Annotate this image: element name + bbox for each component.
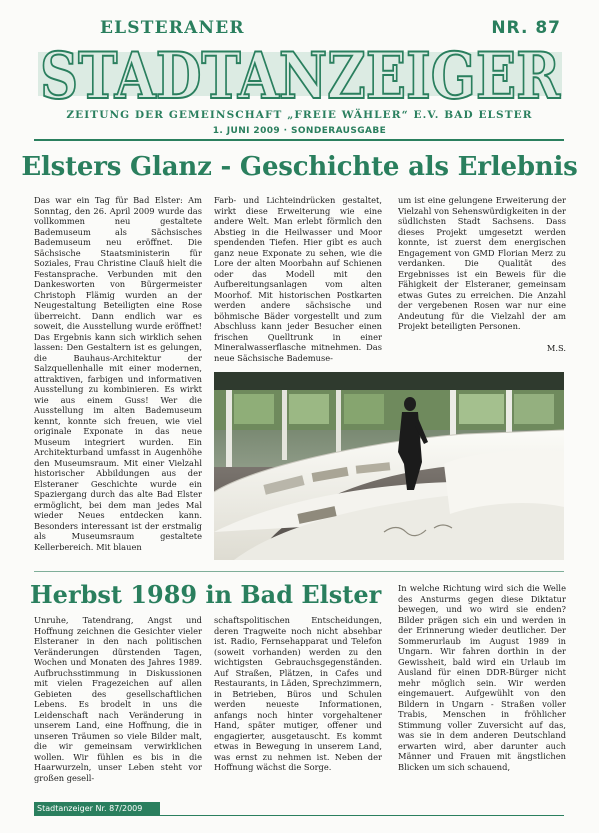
masthead-logo <box>30 32 570 110</box>
article1-signature: M.S. <box>546 343 566 353</box>
footer-rule <box>160 815 564 816</box>
article1-column-2: Farb- und Lichteindrücken gestaltet, wirkt diese Erweiterung wie eine andere Welt. Man erlebt förmlich den Abstieg in die Heilwasser und Moor spendenden Tiefen. Hier gibt es auch ganz neue Exponate zu sehen, wie die Lore der alten Moorbahn auf Schienen oder das Modell mit den Aufbereitungsanlagen vom alten Moorhof. Mit historischen Postkarten werden andere sächsische und böhmische Bäder vorgestellt und zum Abschluss kann jeder Besucher einen frischen Quelltrunk in einer Mineralwasserflasche mitnehmen. Das neue Sächsische Bademuse- <box>214 195 382 363</box>
masthead-dateline: 1. JUNI 2009 · SONDERAUSGABE <box>212 126 387 136</box>
masthead-kicker: ELSTERANER <box>100 18 245 38</box>
article1-column-3: um ist eine gelungene Erweiterung der Vielzahl von Sehenswürdigkeiten in der südlichsten Stadt Sachsens. Dass dieses Projekt umgesetzt werden konnte, ist zuerst dem energischen Engagement von GMD Florian Merz zu verdanken. Die Qualität des Ergebnisses ist ein Beweis für die Fähigkeit der Elsteraner, gemeinsam etwas Gutes zu erreichen. Die Anzahl der vergebenen Rosen war nur eine Andeutung für die Vielzahl der am Projekt beteiligten Personen. <box>398 195 566 331</box>
issue-number: NR. 87 <box>491 18 561 38</box>
article2-column-2: schaftspolitischen Entscheidungen, deren Tragweite noch nicht absehbar ist. Radio, Fernsehapparat und Telefon (soweit vorhanden) werden zu den wichtigsten Gebrauchsgegenständen. Auf Straßen, Plätzen, in Cafes und Restaurants, in Läden, Sprechzimmern, in Betrieben, Büros und Schulen werden neueste Informationen, anfangs noch hinter vorgehaltener Hand, später mutiger, offener und engagierter, ausgetauscht. Es kommt etwas in Bewegung in unserem Land, was ernst zu nehmen ist. Neben der Hoffnung wächst die Sorge. <box>214 615 382 772</box>
footer-label: Stadtanzeiger Nr. 87/2009 <box>34 802 160 816</box>
article1-column-1: Das war ein Tag für Bad Elster: Am Sonntag, den 26. April 2009 wurde das vollkommen neu gestaltete Bademuseum als Sächsisches Bademuseum neu eröffnet. Die Sächsische Staatsministerin für Soziales, Frau Christine Clauß hielt die Festansprache. Verbunden mit den Dankesworten von Bürgermeister Christoph Flämig wurden an der Neugestaltung Beteiligten eine Rose überreicht. Dann endlich war es soweit, die Ausstellung wurde eröffnet! Das Ergebnis kann sich wirklich sehen lassen: Den Gestaltern ist es gelungen, die Bauhaus-Architektur der Salzquellenhalle mit einer modernen, attraktiven, farbigen und informativen Ausstellung zu kombinieren. Es wirkt wie aus einem Guss! Wer die Ausstellung im alten Bademuseum kennt, konnte sich freuen, wie viel originale Exponate in das neue Museum integriert wurden. Ein Architekturband umfasst in Augenhöhe den Museumsraum. Mit einer Vielzahl historischer Abbildungen aus der Elsteraner Geschichte wurde ein Spaziergang durch das alte Bad Elster ermöglicht, bei dem man jedes Mal wieder Neues entdecken kann. Besonders interessant ist der erstmalig als Museumsraum gestaltete Kellerbereich. Mit blauen <box>34 195 202 552</box>
museum-photo <box>214 372 564 560</box>
masthead-title: STADTANZEIGER <box>40 39 561 110</box>
masthead-subtitle: ZEITUNG DER GEMEINSCHAFT „FREIE WÄHLER“ E.V. BAD ELSTER <box>66 109 533 121</box>
article2-headline: Herbst 1989 in Bad Elster <box>30 580 382 609</box>
article1-headline: Elsters Glanz - Geschichte als Erlebnis <box>21 152 578 182</box>
section-divider <box>34 571 564 572</box>
article2-column-3: In welche Richtung wird sich die Welle des Ansturms gegen diese Diktatur bewegen, und wo wird sie enden? Bilder prägen sich ein und werden in der Erinnerung wieder deutlicher. Der Sommerurlaub im August 1989 in Ungarn. Wir fahren dorthin in der Gewissheit, bald wird ein Urlaub im Ausland für einen DDR-Bürger nicht mehr möglich sein. Wir werden eingemauert. Aufgewühlt von den Bildern in Ungarn - Straßen voller Trabis, Menschen in fröhlicher Stimmung voller Zuversicht auf das, was sie in dem anderen Deutschland erwarten wird, aber darunter auch Männer und Frauen mit ängstlichen Blicken um sich schauend, <box>398 583 566 772</box>
article2-column-1: Unruhe, Tatendrang, Angst und Hoffnung zeichnen die Gesichter vieler Elsteraner in den nach politischen Veränderungen dürstenden Tagen, Wochen und Monaten des Jahres 1989. Aufbruchsstimmung in Diskussionen mit vielen Fragezeichen auf allen Gebieten des gesellschaftlichen Lebens. Es brodelt in uns die Leidenschaft nach Veränderung in unserem Land, eine Hoffnung, die in unseren Träumen so viele Bilder malt, die wir gemeinsam verwirklichen wollen. Wir fühlen es bis in die Haarwurzeln, unser Leben steht vor großen gesell- <box>34 615 202 783</box>
masthead-rule <box>34 139 564 141</box>
